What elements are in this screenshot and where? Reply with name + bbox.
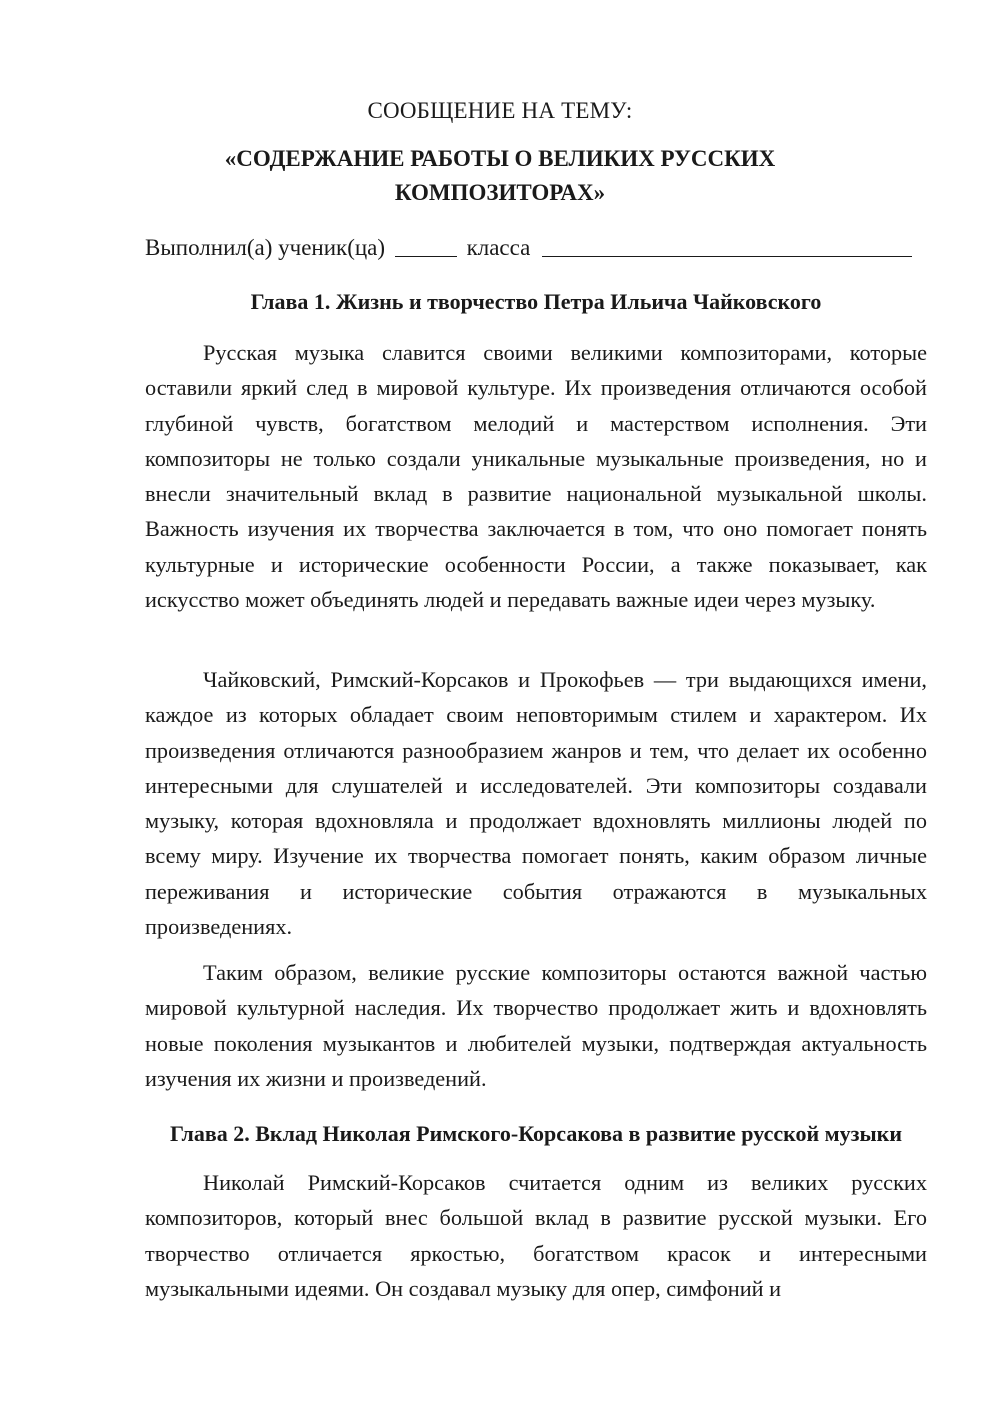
chapter-1-paragraph-3: Таким образом, великие русские композиторы остаются важной частью мировой культурной наследия. Их творчество продолжает жить и вдохновлять новые поколения музыкантов и любителей музыки, подтверждая актуальность изучения их жизни и произведений. — [145, 960, 927, 1091]
chapter-1-heading: Глава 1. Жизнь и творчество Петра Ильича Чайковского — [250, 289, 822, 314]
class-number-blank — [395, 234, 457, 257]
chapter-1-paragraph-2: Чайковский, Римский-Корсаков и Прокофьев — три выдающихся имени, каждое из которых обладает своим неповторимым стилем и характером. Их произведения отличаются разнообразием жанров и тем, что делает их особенно интересными для слушателей и исследователей. Эти композиторы создавали музыку, которая вдохновляла и продолжает вдохновлять миллионы людей по всему миру. Изучение их творчества помогает понять, каким образом личные переживания и исторические события отражаются в музыкальных произведениях. — [145, 667, 927, 940]
chapter-1-paragraph-1: Русская музыка славится своими великими композиторами, которые оставили яркий след в мировой культуре. Их произведения отличаются особой глубиной чувств, богатством мелодий и мастерством исполнения. Эти композиторы не только создали уникальные музыкальные произведения, но и внесли значительный вклад в развитие национальной музыкальной школы. Важность изучения их творчества заключается в том, что оно помогает понять культурные и исторические особенности России, а также показывает, как искусство может объединять людей и передавать важные идеи через музыку. — [145, 340, 927, 613]
document-subject-label: СООБЩЕНИЕ НА ТЕМУ: — [367, 98, 633, 123]
author-label: Выполнил(а) ученик(ца) — [145, 235, 386, 260]
document-title-line-1: «СОДЕРЖАНИЕ РАБОТЫ О ВЕЛИКИХ РУССКИХ — [224, 146, 776, 171]
class-label: класса — [466, 235, 531, 260]
document-title-line-2: КОМПОЗИТОРАХ» — [394, 180, 606, 205]
chapter-2-heading: Глава 2. Вклад Николая Римского-Корсакова в развитие русской музыки — [169, 1121, 903, 1146]
author-line — [145, 232, 945, 263]
chapter-2-paragraph-1: Николай Римский-Корсаков считается одним из великих русских композиторов, который внес большой вклад в развитие русской музыки. Его творчество отличается яркостью, богатством красок и интересными музыкальными идеями. Он создавал музыку для опер, симфоний и — [145, 1170, 927, 1301]
class-name-blank — [542, 234, 912, 257]
